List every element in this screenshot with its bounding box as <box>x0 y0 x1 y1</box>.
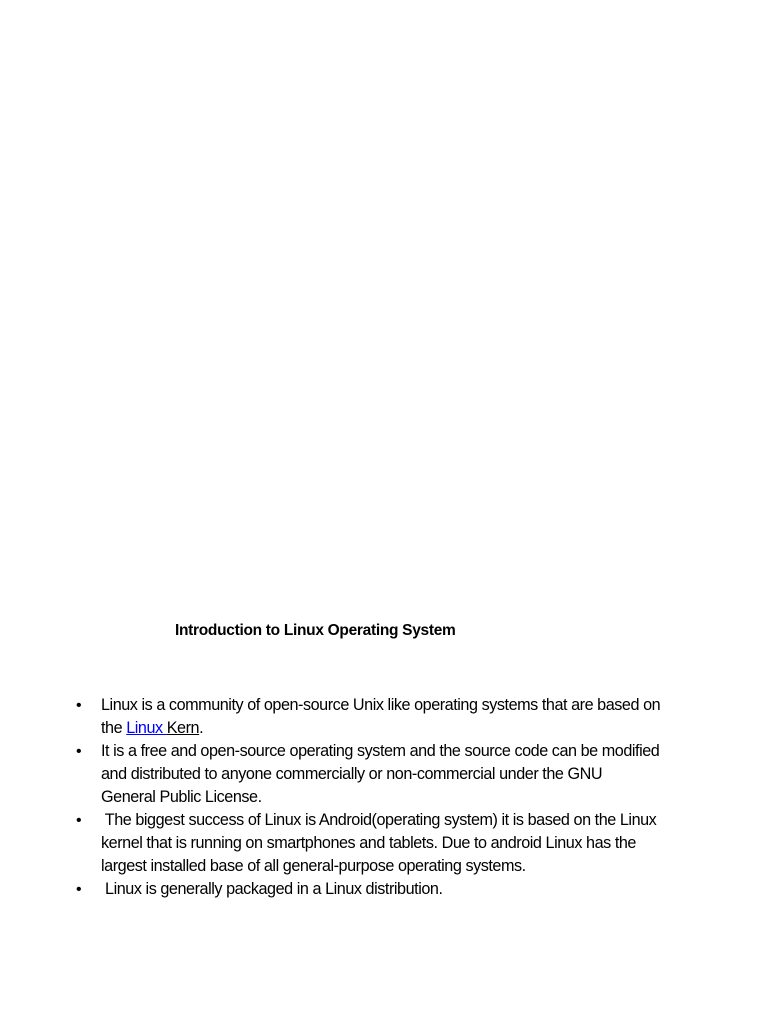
bullet-list <box>0 694 768 901</box>
document-title: Introduction to Linux Operating System <box>175 622 456 639</box>
text-line <box>101 717 768 740</box>
text-line: largest installed base of all general-purpose operating systems. <box>101 857 526 875</box>
bullet-icon: • <box>76 697 82 714</box>
text-line: The biggest success of Linux is Android(operating system) it is based on the Linux <box>101 811 657 829</box>
text: the <box>101 719 127 737</box>
text-line: It is a free and open-source operating system and the source code can be modified <box>101 742 660 760</box>
underlined-text: Kern <box>166 719 200 737</box>
text-line: and distributed to anyone commercially or non-commercial under the GNU <box>101 765 603 783</box>
list-item <box>0 809 768 878</box>
list-item <box>0 740 768 809</box>
text: . <box>199 719 204 737</box>
text-line: Linux is a community of open-source Unix like operating systems that are based on <box>101 696 661 714</box>
bullet-icon: • <box>76 743 82 760</box>
linux-link[interactable]: Linux <box>126 719 167 737</box>
text-line: kernel that is running on smartphones and tablets. Due to android Linux has the <box>101 834 636 852</box>
list-item <box>0 694 768 740</box>
bullet-icon: • <box>76 881 82 898</box>
text-line: Linux is generally packaged in a Linux distribution. <box>101 880 443 898</box>
text-line: General Public License. <box>101 788 262 806</box>
bullet-icon: • <box>76 812 82 829</box>
list-item <box>0 878 768 901</box>
